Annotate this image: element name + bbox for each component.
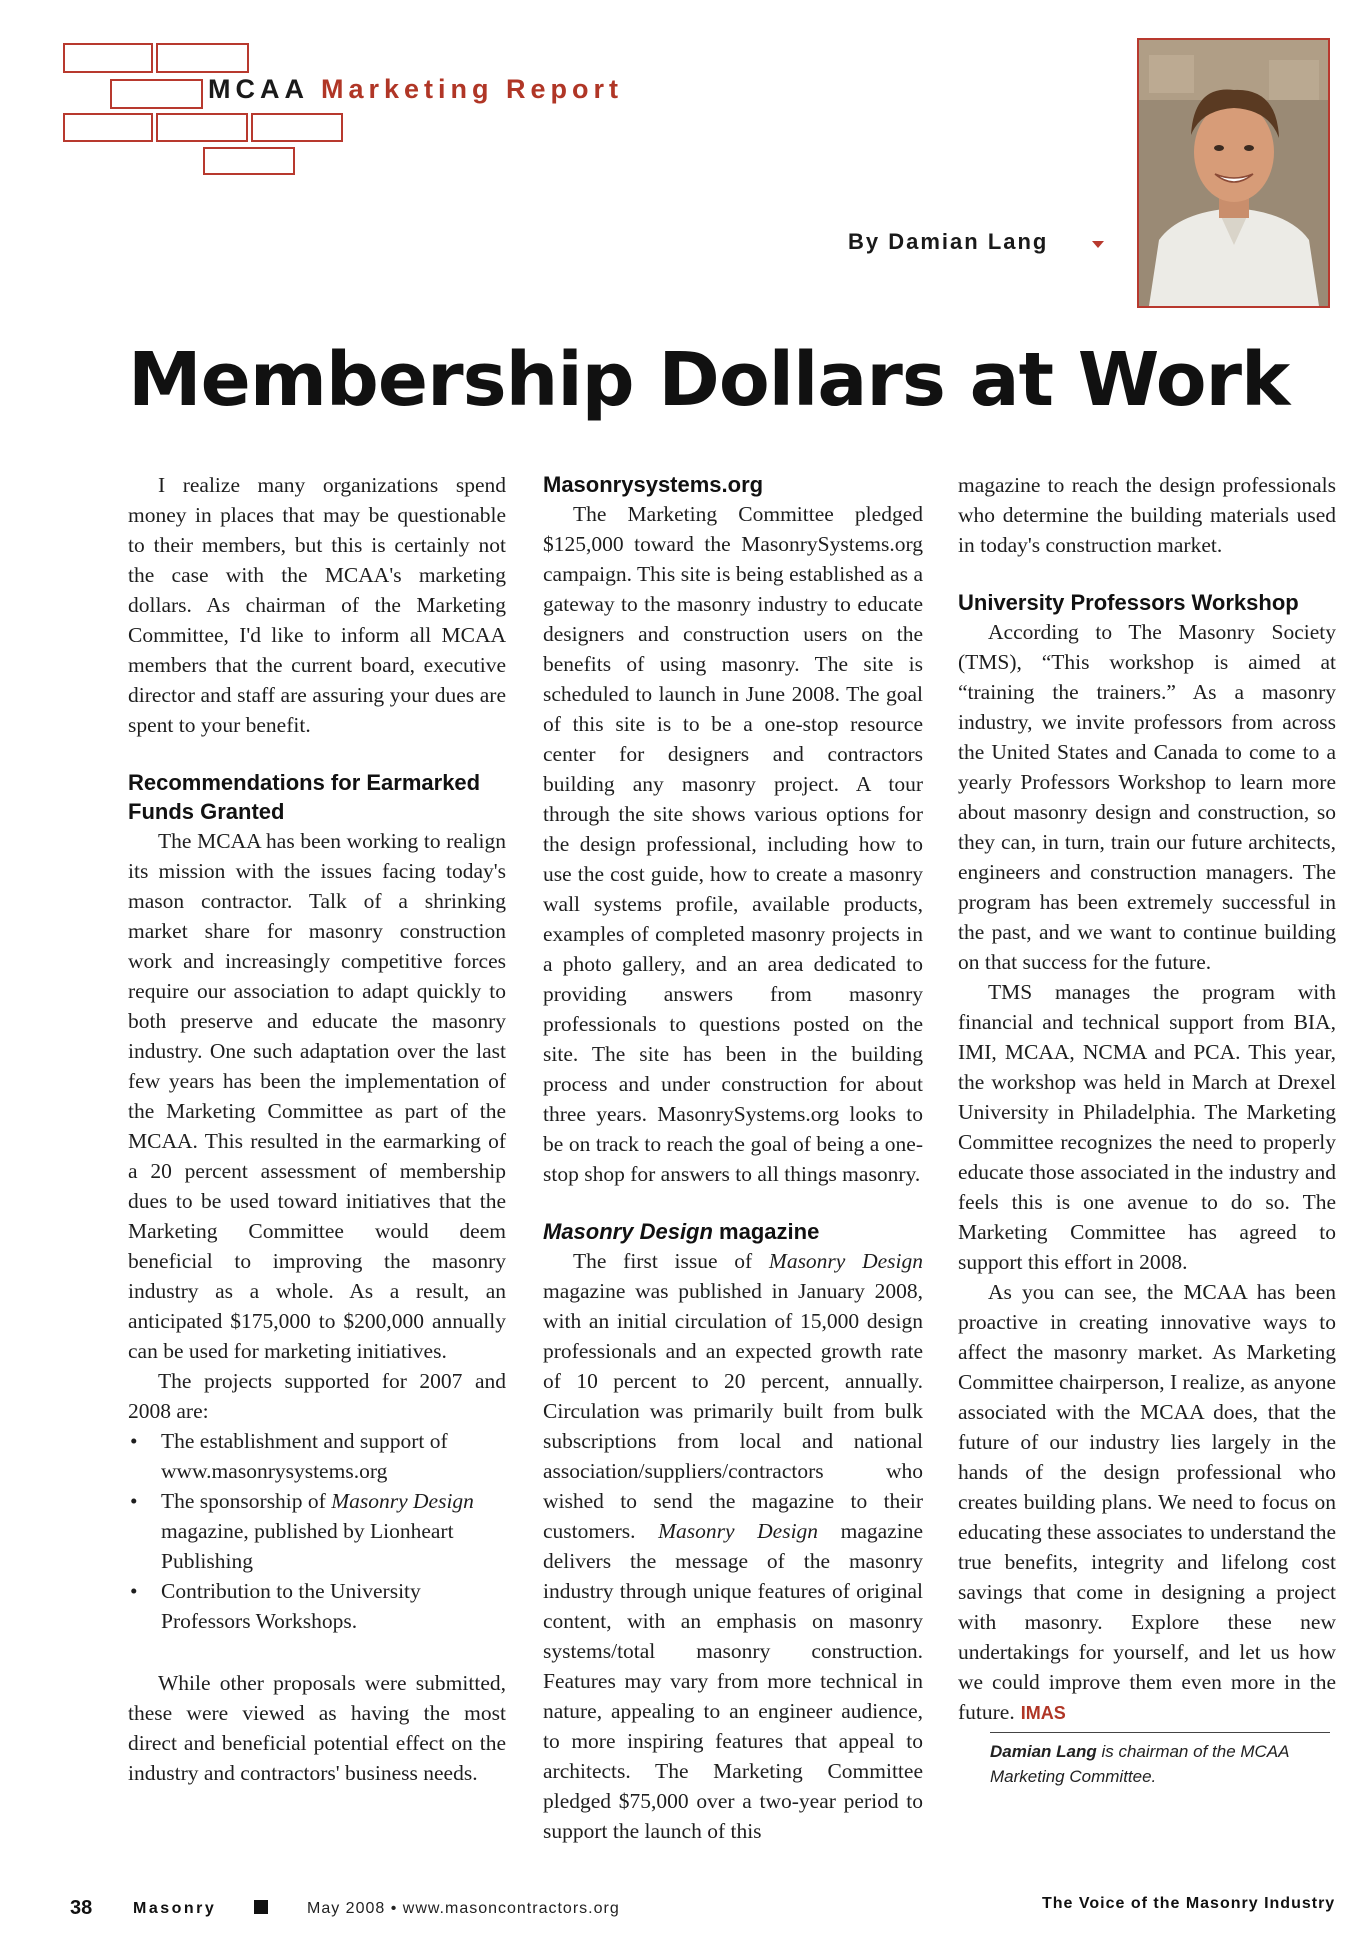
issue-line: May 2008 • www.masoncontractors.org — [307, 1900, 620, 1917]
text-run: magazine delivers the message of the masonry industry through unique features of original content, with an emphasis on masonry systems/total masonry construction. Features may vary from more technical in nature, appealing to an engineer audience, to more inspiring features that appeal to architects. The Marketing Committee pledged $75,000 over a two-year period to support the launch of this — [543, 1519, 923, 1843]
byline: By Damian Lang — [848, 229, 1049, 254]
article-column-2 — [543, 470, 923, 1846]
article-column-3 — [958, 470, 1336, 1789]
brick-logo-block — [156, 113, 248, 142]
body-paragraph — [958, 1277, 1336, 1728]
brick-logo-block — [251, 113, 343, 142]
magazine-tagline: The Voice of the Masonry Industry — [1042, 1895, 1336, 1912]
body-paragraph — [543, 1246, 923, 1846]
projects-list — [128, 1426, 506, 1636]
body-paragraph: While other proposals were submitted, these were viewed as having the most direct and beneficial potential effect on the industry and contractors' business needs. — [128, 1671, 506, 1785]
brick-logo-block — [110, 79, 203, 109]
article-column-1 — [128, 470, 506, 1788]
list-item — [128, 1486, 506, 1576]
article-headline: Membership Dollars at Work — [128, 337, 1290, 423]
author-bio — [990, 1739, 1336, 1789]
body-paragraph: The Marketing Committee pledged $125,000 toward the MasonrySystems.org campaign. This site is being established as a gateway to the masonry industry to educate designers and construction users on the benefits of using masonry. The site is scheduled to launch in June 2008. The goal of this site is to be a one-stop resource center for designers and contractors building any masonry project. A tour through the site shows various options for the design professional, including how to use the cost guide, how to create a masonry wall systems profile, available products, examples of completed masonry projects in a photo gallery, and an area dedicated to providing answers from masonry professionals to questions posted on the site. The site has been in the building process and under construction for about three years. MasonrySystems.org looks to be on track to reach the goal of being a one-stop shop for answers to all things masonry. — [543, 502, 923, 1186]
magazine-title: Masonry Design — [331, 1489, 474, 1513]
brick-logo-block — [63, 113, 153, 142]
heading-text: magazine — [712, 1219, 820, 1244]
magazine-title: Masonry Design — [543, 1219, 713, 1244]
list-item: • Contribution to the University Professors Workshops. — [128, 1576, 506, 1636]
report-name: Marketing Report — [321, 74, 624, 104]
bio-name: Damian Lang — [990, 1742, 1097, 1761]
text-run: magazine was published in January 2008, with an initial circulation of 15,000 design professionals and an expected growth rate of 10 percent to 20 percent, annually. Circulation was primarily built from bulk subscriptions from local and national association/suppliers/contractors who wished to send the magazine to their customers. — [543, 1279, 923, 1543]
intro-paragraph: I realize many organizations spend money in places that may be questionable to their members, but this is certainly not the case with the MCAA's marketing dollars. As chairman of the Marketing Committee, I'd like to inform all MCAA members that the current board, executive director and staff are assuring your dues are spent to your benefit. — [128, 473, 506, 737]
magazine-title: Masonry Design — [658, 1519, 819, 1543]
magazine-name: Masonry — [133, 1900, 217, 1917]
text-run: The first issue of — [573, 1249, 769, 1273]
section-heading-masonrysystems: Masonrysystems.org — [543, 472, 764, 497]
report-org: MCAA — [208, 74, 309, 104]
section-heading-masonry-design — [543, 1217, 923, 1246]
brick-logo-block — [63, 43, 153, 73]
brick-logo-block — [203, 147, 295, 175]
brick-logo-block — [156, 43, 249, 73]
square-icon — [254, 1900, 268, 1914]
body-paragraph: According to The Masonry Society (TMS), “This workshop is aimed at “training the trainers.” As a masonry industry, we invite professors from across the United States and Canada to come to a yearly Professors Workshop to learn more about masonry design and construction, so they can, in turn, train our future architects, engineers and construction managers. The program has been extremely successful in the past, and we want to continue building on that success for the future. — [958, 620, 1336, 974]
bio-text: is chairman of the MCAA Marketing Committee. — [990, 1742, 1289, 1786]
list-item-text: The sponsorship of — [161, 1489, 332, 1513]
list-item-text: magazine, published by Lionheart Publishing — [161, 1519, 454, 1573]
end-mark: IMAS — [1020, 1703, 1066, 1723]
body-paragraph: The MCAA has been working to realign its mission with the issues facing today's mason contractor. Talk of a shrinking market share for masonry construction work and increasingly competitive forces require our association to adapt quickly to both preserve and educate the masonry industry. One such adaptation over the last few years has been the implementation of the Marketing Committee as part of the MCAA. This resulted in the earmarking of a 20 percent assessment of membership dues to be used toward initiatives that the Marketing Committee would deem beneficial to improving the masonry industry as a whole. As a result, an anticipated $175,000 to $200,000 annually can be used for marketing initiatives. — [128, 829, 506, 1363]
magazine-title: Masonry Design — [768, 1249, 923, 1273]
page-number: 38 — [70, 1897, 93, 1919]
author-photo — [1137, 38, 1330, 308]
body-paragraph: TMS manages the program with financial and technical support from BIA, IMI, MCAA, NCMA and PCA. This year, the workshop was held in March at Drexel University in Philadelphia. The Marketing Committee recognizes the need to properly educate those associated in the industry and feels this is one avenue to do so. The Marketing Committee has agreed to support this effort in 2008. — [958, 980, 1336, 1274]
portrait-illustration — [1139, 40, 1328, 306]
body-paragraph: The projects supported for 2007 and 2008 are: — [128, 1369, 506, 1423]
report-title — [208, 74, 623, 105]
section-heading-recommendations: Recommendations for Earmarked Funds Granted — [128, 770, 481, 824]
list-item: • The establishment and support of www.masonrysystems.org — [128, 1426, 506, 1486]
section-heading-professors-workshop: University Professors Workshop — [958, 590, 1299, 615]
body-paragraph: magazine to reach the design professionals who determine the building materials used in today's construction market. — [958, 473, 1336, 557]
caret-down-icon — [1092, 241, 1104, 248]
bio-divider — [990, 1732, 1330, 1733]
text-run: As you can see, the MCAA has been proactive in creating innovative ways to affect the masonry market. As Marketing Committee chairperson, I realize, as anyone associated with the MCAA does, that the future of our industry lies largely in the hands of the design professional who creates building plans. We need to focus on educating these associates to understand the true benefits, integrity and lifelong cost savings that come in designing a project with masonry. Explore these new undertakings for yourself, and let us how we could improve them even more in the future. — [958, 1280, 1336, 1724]
